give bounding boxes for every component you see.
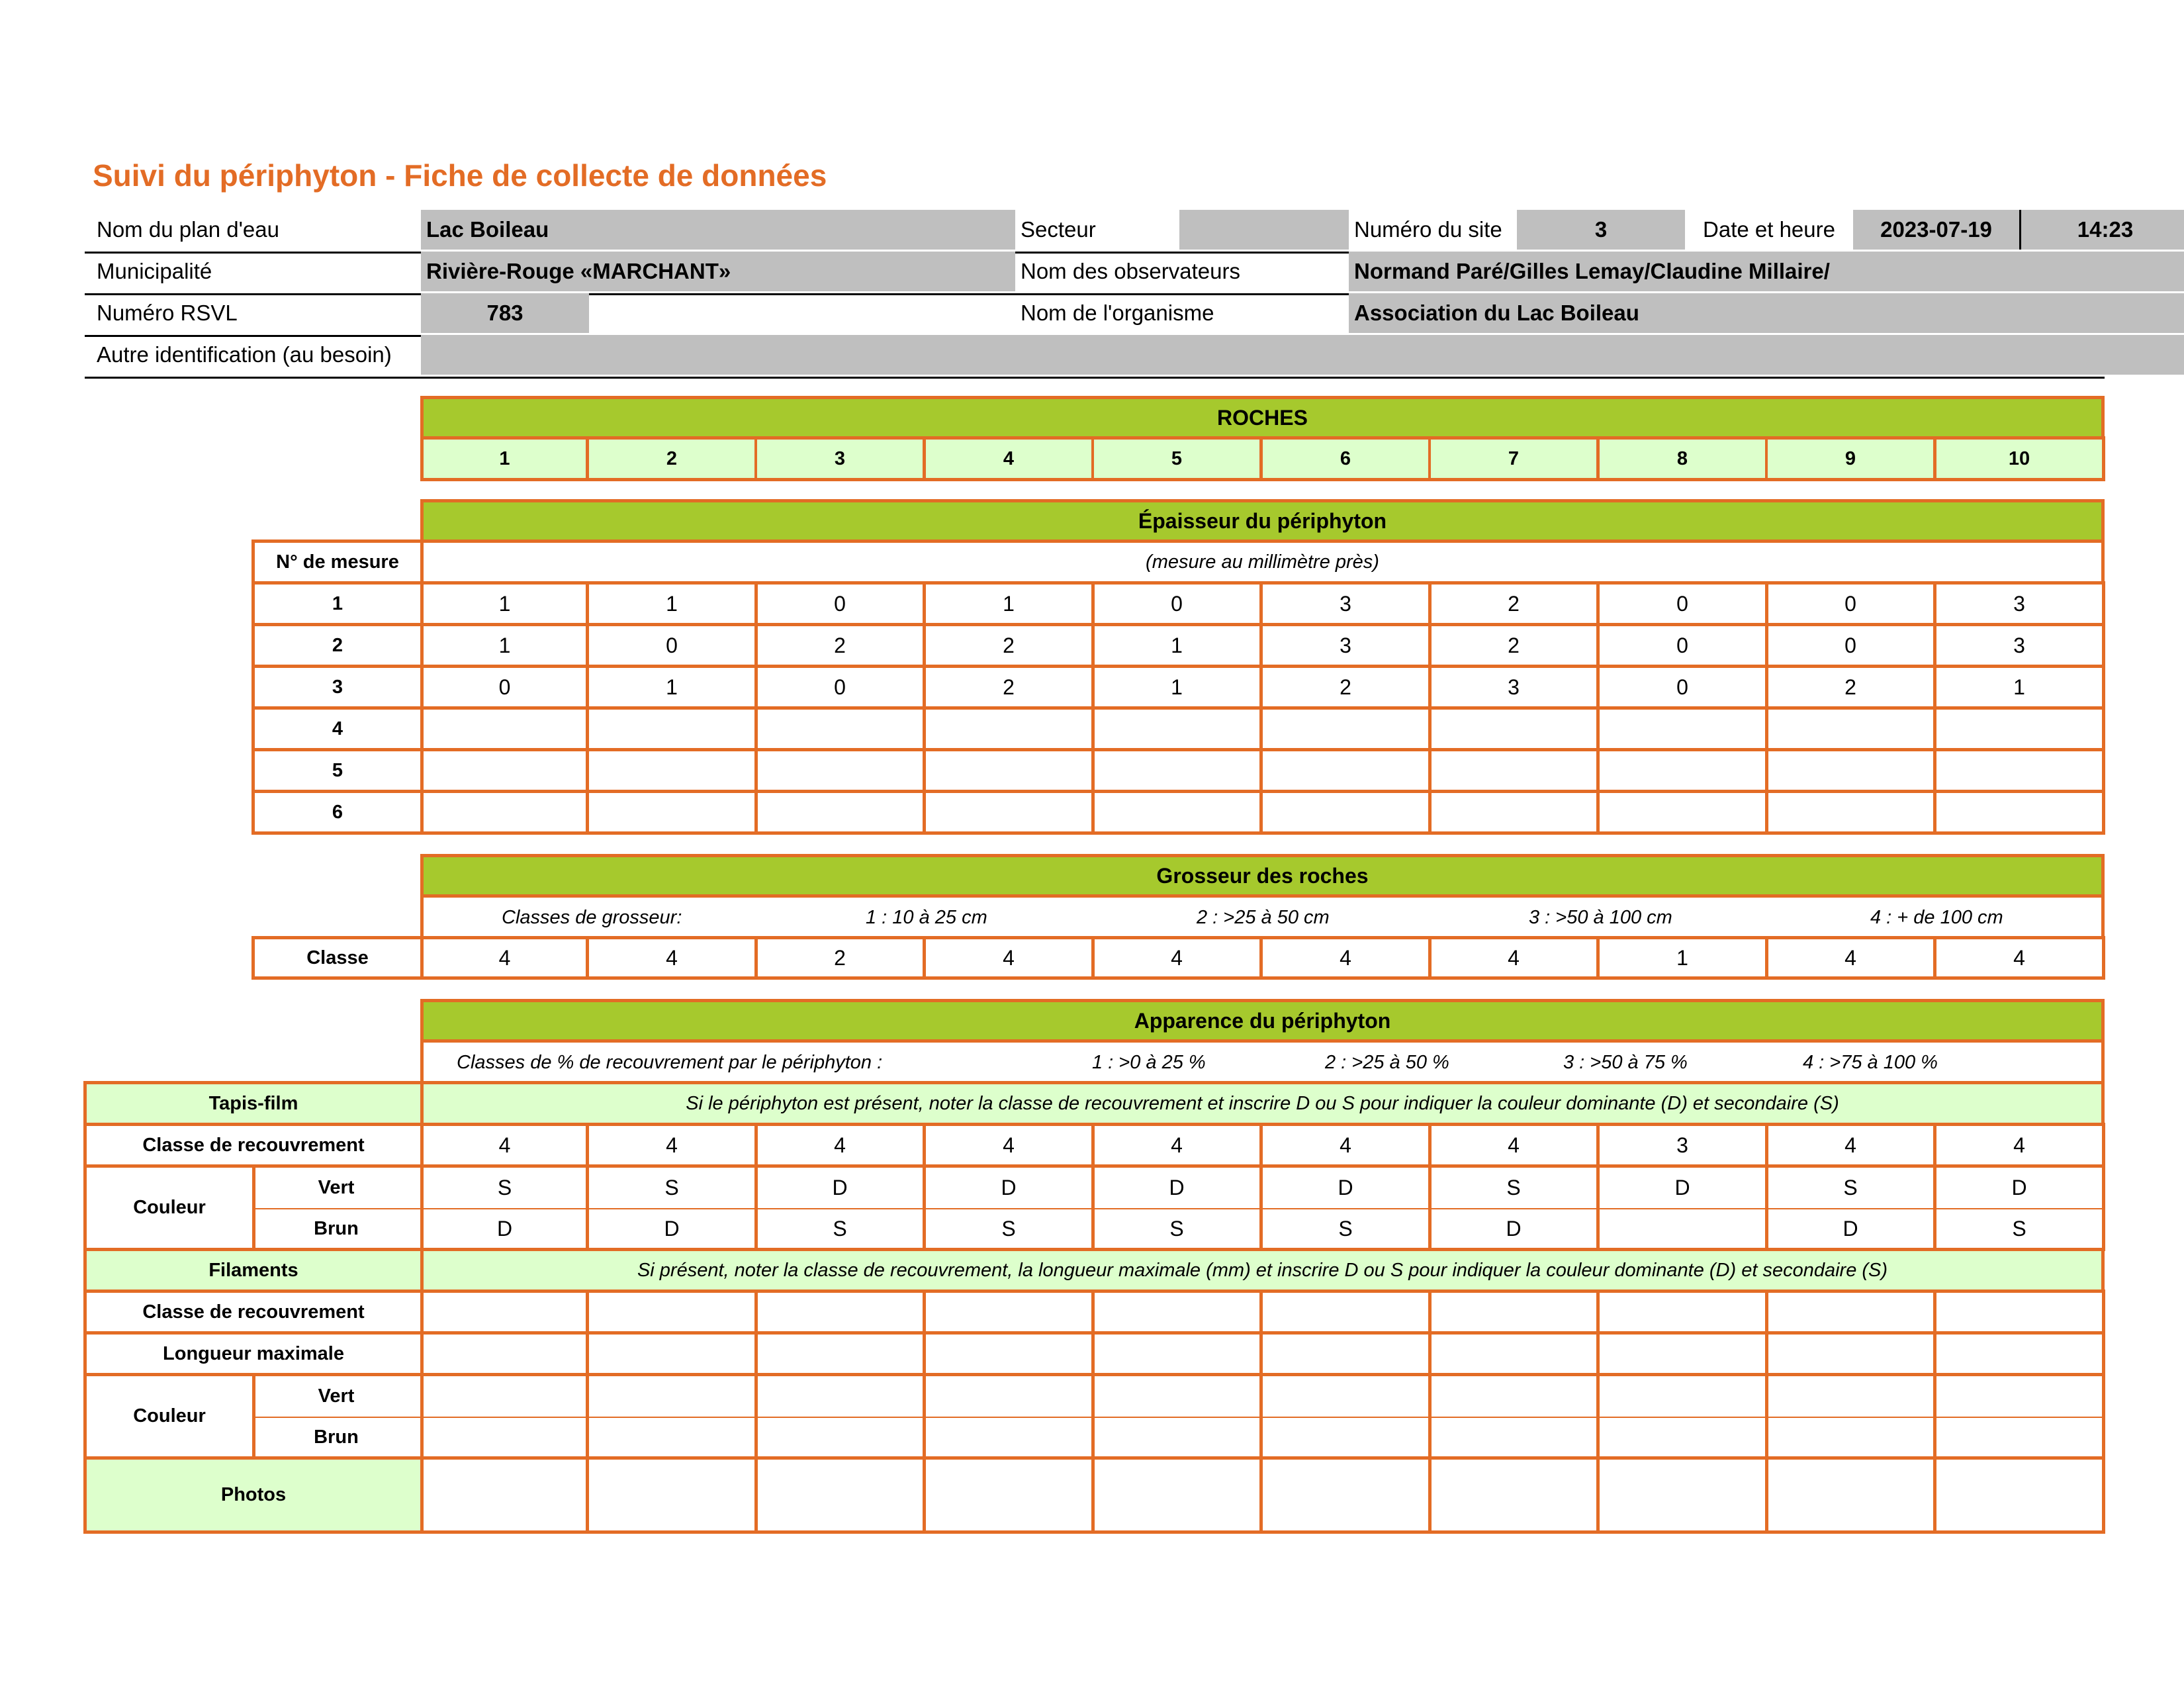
photo-cell[interactable] [1094,1460,1263,1534]
fil-vert-label: Vert [252,1376,424,1418]
fil-vert-cell[interactable] [420,1376,589,1418]
tapis-brun-cell[interactable]: S [757,1209,926,1251]
epaisseur-cell[interactable] [926,790,1095,835]
roche-number-cell: 1 [420,436,589,481]
mesure-row-label: 5 [251,748,424,793]
fil-vert-cell[interactable] [1936,1376,2105,1418]
epaisseur-cell[interactable] [1094,748,1263,793]
tapis-couleur-label: Couleur [83,1168,255,1251]
fil-longueur-label: Longueur maximale [83,1335,424,1376]
fil-brun-cell[interactable] [1263,1418,1432,1460]
fil-longueur-cell[interactable] [1768,1335,1936,1376]
photo-cell[interactable] [926,1460,1095,1534]
epaisseur-cell[interactable] [1263,790,1432,835]
epaisseur-cell[interactable]: 2 [1431,581,1600,626]
tapis-brun-cell[interactable] [1600,1209,1768,1251]
epaisseur-cell[interactable] [1094,706,1263,751]
epaisseur-cell[interactable]: 2 [1431,623,1600,668]
tapis-vert-cell[interactable]: S [1431,1168,1600,1209]
epaisseur-cell[interactable] [926,748,1095,793]
epaisseur-cell[interactable] [1768,706,1936,751]
secteur-label: Secteur [1021,217,1096,242]
fil-classe-label: Classe de recouvrement [83,1293,424,1335]
fil-vert-cell[interactable] [926,1376,1095,1418]
fil-brun-cell[interactable] [1431,1418,1600,1460]
apparence-title: Apparence du périphyton [420,999,2105,1043]
fil-vert-cell[interactable] [1263,1376,1432,1418]
tapis-vert-cell[interactable]: D [926,1168,1095,1209]
mesure-row-label: 4 [251,706,424,751]
fil-couleur-label: Couleur [83,1376,255,1460]
grosseur-class-cell[interactable]: 2 [757,936,926,980]
rsvl-value[interactable]: 783 [421,293,589,333]
epaisseur-cell[interactable] [1431,748,1600,793]
organisme-label: Nom de l'organisme [1021,301,1214,325]
tapis-brun-cell[interactable]: D [1768,1209,1936,1251]
epaisseur-cell[interactable]: 2 [757,623,926,668]
fil-brun-cell[interactable] [589,1418,758,1460]
photos-label: Photos [83,1460,424,1534]
secteur-value[interactable] [1179,210,1349,250]
photo-cell[interactable] [1263,1460,1432,1534]
page-title: Suivi du périphyton - Fiche de collecte de données [93,158,827,193]
tapis-classe-cell[interactable]: 4 [1094,1123,1263,1168]
epaisseur-cell[interactable]: 3 [1263,581,1432,626]
epaisseur-cell[interactable] [589,706,758,751]
grosseur-legend-4: 4 : + de 100 cm [1870,907,2003,928]
tapis-vert-cell[interactable]: D [757,1168,926,1209]
tapis-classe-label: Classe de recouvrement [83,1126,424,1168]
grosseur-class-cell[interactable]: 4 [1431,936,1600,980]
fil-classe-cell[interactable] [1600,1289,1768,1335]
fil-brun-cell[interactable] [1600,1418,1768,1460]
epaisseur-title: Épaisseur du périphyton [420,499,2105,543]
tapis-film-note: Si le périphyton est présent, noter la classe de recouvrement et inscrire D ou S pour indiquer la couleur dominante (D) et secondaire (S) [420,1084,2105,1126]
date-value[interactable]: 2023-07-19 [1853,210,2021,250]
fil-longueur-cell[interactable] [589,1335,758,1376]
grosseur-class-cell[interactable]: 4 [589,936,758,980]
epaisseur-cell[interactable]: 0 [757,581,926,626]
tapis-brun-label: Brun [252,1209,424,1251]
tapis-vert-cell[interactable]: S [1768,1168,1936,1209]
autre-label: Autre identification (au besoin) [97,342,392,367]
apparence-legend-1: 1 : >0 à 25 % [1092,1052,1206,1073]
epaisseur-cell[interactable]: 0 [1768,623,1936,668]
epaisseur-cell[interactable]: 1 [1094,665,1263,710]
mesure-row-label: 6 [251,790,424,835]
filaments-label: Filaments [83,1251,424,1293]
roche-number-cell: 4 [926,436,1095,481]
grosseur-class-cell[interactable]: 4 [1936,936,2105,980]
epaisseur-cell[interactable] [926,706,1095,751]
fil-longueur-cell[interactable] [420,1335,589,1376]
fil-brun-cell[interactable] [1094,1418,1263,1460]
grosseur-legend-1: 1 : 10 à 25 cm [866,907,987,928]
header-row-1 [85,210,2134,254]
epaisseur-cell[interactable] [757,790,926,835]
epaisseur-cell[interactable]: 1 [420,623,589,668]
fil-vert-cell[interactable] [589,1376,758,1418]
municipalite-value[interactable]: Rivière-Rouge «MARCHANT» [421,252,1015,291]
tapis-classe-cell[interactable]: 4 [589,1123,758,1168]
tapis-vert-label: Vert [252,1168,424,1209]
tapis-vert-cell[interactable]: D [1263,1168,1432,1209]
grosseur-class-cell[interactable]: 4 [926,936,1095,980]
observateurs-label: Nom des observateurs [1021,259,1240,283]
tapis-brun-cell[interactable]: D [420,1209,589,1251]
fil-brun-cell[interactable] [1936,1418,2105,1460]
roche-number-cell: 10 [1936,436,2105,481]
grosseur-class-cell[interactable]: 4 [1768,936,1936,980]
fil-longueur-cell[interactable] [926,1335,1095,1376]
epaisseur-cell[interactable] [1600,790,1768,835]
apparence-legend [420,1043,2105,1084]
photo-cell[interactable] [420,1460,589,1534]
apparence-legend-4: 4 : >75 à 100 % [1803,1052,1938,1073]
epaisseur-cell[interactable]: 1 [589,665,758,710]
epaisseur-cell[interactable] [589,790,758,835]
tapis-classe-cell[interactable]: 4 [926,1123,1095,1168]
fil-longueur-cell[interactable] [1431,1335,1600,1376]
epaisseur-cell[interactable]: 0 [1600,581,1768,626]
photo-cell[interactable] [1600,1460,1768,1534]
filaments-note: Si présent, noter la classe de recouvrement, la longueur maximale (mm) et inscrire D ou S pour indiquer la couleur dominante (D) et secondaire (S) [420,1251,2105,1293]
epaisseur-cell[interactable]: 1 [589,581,758,626]
fil-classe-cell[interactable] [420,1289,589,1335]
tapis-classe-cell[interactable]: 4 [1431,1123,1600,1168]
fil-longueur-cell[interactable] [1936,1335,2105,1376]
epaisseur-cell[interactable] [1431,706,1600,751]
fil-classe-cell[interactable] [926,1289,1095,1335]
epaisseur-cell[interactable]: 0 [420,665,589,710]
classe-row-label: Classe [251,936,424,980]
fil-vert-cell[interactable] [757,1376,926,1418]
epaisseur-cell[interactable] [589,748,758,793]
roche-number-cell: 7 [1431,436,1600,481]
epaisseur-cell[interactable] [757,706,926,751]
epaisseur-cell[interactable]: 2 [1768,665,1936,710]
mesure-row-label: 3 [251,665,424,710]
tapis-brun-cell[interactable]: S [926,1209,1095,1251]
mesure-row-label: 2 [251,623,424,668]
roches-title: ROCHES [420,396,2105,440]
epaisseur-cell[interactable] [1768,790,1936,835]
epaisseur-cell[interactable] [1936,790,2105,835]
tapis-classe-cell[interactable]: 4 [1768,1123,1936,1168]
roche-number-cell: 3 [757,436,926,481]
date-label: Date et heure [1703,217,1835,242]
photo-cell[interactable] [1936,1460,2105,1534]
epaisseur-cell[interactable]: 1 [1094,623,1263,668]
site-value[interactable]: 3 [1517,210,1685,250]
epaisseur-cell[interactable]: 2 [1263,665,1432,710]
fil-vert-cell[interactable] [1431,1376,1600,1418]
tapis-vert-cell[interactable]: S [589,1168,758,1209]
epaisseur-cell[interactable]: 0 [1600,665,1768,710]
grosseur-class-cell[interactable]: 4 [420,936,589,980]
apparence-legend-0: Classes de % de recouvrement par le périphyton : [457,1052,883,1073]
epaisseur-cell[interactable]: 1 [420,581,589,626]
grosseur-class-cell[interactable]: 4 [1263,936,1432,980]
epaisseur-cell[interactable]: 3 [1431,665,1600,710]
grosseur-class-cell[interactable]: 1 [1600,936,1768,980]
plan-eau-label: Nom du plan d'eau [97,217,279,242]
epaisseur-cell[interactable] [1600,748,1768,793]
tapis-vert-cell[interactable]: D [1600,1168,1768,1209]
fil-vert-cell[interactable] [1094,1376,1263,1418]
epaisseur-cell[interactable] [757,748,926,793]
header-row-4 [85,335,2105,379]
epaisseur-cell[interactable] [420,790,589,835]
fil-longueur-cell[interactable] [1263,1335,1432,1376]
fil-classe-cell[interactable] [1936,1289,2105,1335]
roche-number-cell: 5 [1094,436,1263,481]
photo-cell[interactable] [1768,1460,1936,1534]
tapis-classe-cell[interactable]: 4 [1263,1123,1432,1168]
fil-classe-cell[interactable] [1094,1289,1263,1335]
epaisseur-cell[interactable] [420,748,589,793]
mesure-col-label: N° de mesure [251,539,424,585]
roche-number-cell: 2 [589,436,758,481]
epaisseur-cell[interactable]: 1 [926,581,1095,626]
tapis-classe-cell[interactable]: 3 [1600,1123,1768,1168]
epaisseur-cell[interactable]: 2 [926,665,1095,710]
epaisseur-cell[interactable] [1431,790,1600,835]
epaisseur-cell[interactable] [1263,748,1432,793]
epaisseur-cell[interactable]: 3 [1263,623,1432,668]
fil-classe-cell[interactable] [1263,1289,1432,1335]
tapis-brun-cell[interactable]: S [1263,1209,1432,1251]
grosseur-legend-0: Classes de grosseur: [502,907,682,928]
plan-eau-value[interactable]: Lac Boileau [421,210,1015,250]
epaisseur-cell[interactable]: 0 [757,665,926,710]
fil-longueur-cell[interactable] [757,1335,926,1376]
tapis-vert-cell[interactable]: D [1094,1168,1263,1209]
epaisseur-cell[interactable] [420,706,589,751]
fil-brun-cell[interactable] [926,1418,1095,1460]
epaisseur-cell[interactable]: 2 [926,623,1095,668]
header-row-2 [85,252,2105,295]
photo-cell[interactable] [1431,1460,1600,1534]
roche-number-cell: 6 [1263,436,1432,481]
roche-number-cell: 9 [1768,436,1936,481]
fil-longueur-cell[interactable] [1600,1335,1768,1376]
epaisseur-cell[interactable]: 0 [589,623,758,668]
time-value[interactable]: 14:23 [2021,210,2184,250]
epaisseur-cell[interactable]: 3 [1936,581,2105,626]
site-label: Numéro du site [1354,217,1502,242]
epaisseur-cell[interactable]: 0 [1600,623,1768,668]
fil-brun-cell[interactable] [1768,1418,1936,1460]
fil-longueur-cell[interactable] [1094,1335,1263,1376]
epaisseur-cell[interactable] [1936,706,2105,751]
grosseur-title: Grosseur des roches [420,854,2105,898]
fil-brun-cell[interactable] [420,1418,589,1460]
tapis-brun-cell[interactable]: D [1431,1209,1600,1251]
tapis-classe-cell[interactable]: 4 [757,1123,926,1168]
grosseur-legend [420,898,2105,939]
apparence-legend-2: 2 : >25 à 50 % [1325,1052,1449,1073]
fil-classe-cell[interactable] [1431,1289,1600,1335]
tapis-classe-cell[interactable]: 4 [1936,1123,2105,1168]
mesure-row-label: 1 [251,581,424,626]
grosseur-legend-3: 3 : >50 à 100 cm [1529,907,1672,928]
epaisseur-cell[interactable]: 0 [1768,581,1936,626]
fil-vert-cell[interactable] [1768,1376,1936,1418]
fil-classe-cell[interactable] [589,1289,758,1335]
epaisseur-cell[interactable]: 1 [1936,665,2105,710]
autre-value[interactable] [421,335,2184,375]
fil-vert-cell[interactable] [1600,1376,1768,1418]
tapis-vert-cell[interactable]: D [1936,1168,2105,1209]
fil-brun-cell[interactable] [757,1418,926,1460]
photo-cell[interactable] [589,1460,758,1534]
epaisseur-cell[interactable] [1094,790,1263,835]
fil-brun-label: Brun [252,1418,424,1460]
tapis-brun-cell[interactable]: S [1936,1209,2105,1251]
photo-cell[interactable] [757,1460,926,1534]
tapis-brun-cell[interactable]: D [589,1209,758,1251]
grosseur-class-cell[interactable]: 4 [1094,936,1263,980]
epaisseur-cell[interactable] [1600,706,1768,751]
epaisseur-subtitle: (mesure au millimètre près) [420,543,2105,585]
epaisseur-cell[interactable]: 0 [1094,581,1263,626]
header-row-3 [85,293,2105,337]
rsvl-label: Numéro RSVL [97,301,238,325]
fil-classe-cell[interactable] [1768,1289,1936,1335]
epaisseur-cell[interactable] [1263,706,1432,751]
tapis-vert-cell[interactable]: S [420,1168,589,1209]
roche-number-cell: 8 [1600,436,1768,481]
epaisseur-cell[interactable] [1768,748,1936,793]
tapis-film-label: Tapis-film [83,1081,424,1126]
epaisseur-cell[interactable]: 3 [1936,623,2105,668]
epaisseur-cell[interactable] [1936,748,2105,793]
fil-classe-cell[interactable] [757,1289,926,1335]
organisme-value[interactable]: Association du Lac Boileau [1349,293,2184,333]
municipalite-label: Municipalité [97,259,212,283]
apparence-legend-3: 3 : >50 à 75 % [1563,1052,1688,1073]
tapis-brun-cell[interactable]: S [1094,1209,1263,1251]
tapis-classe-cell[interactable]: 4 [420,1123,589,1168]
observateurs-value[interactable]: Normand Paré/Gilles Lemay/Claudine Millaire/ [1349,252,2184,291]
grosseur-legend-2: 2 : >25 à 50 cm [1197,907,1330,928]
